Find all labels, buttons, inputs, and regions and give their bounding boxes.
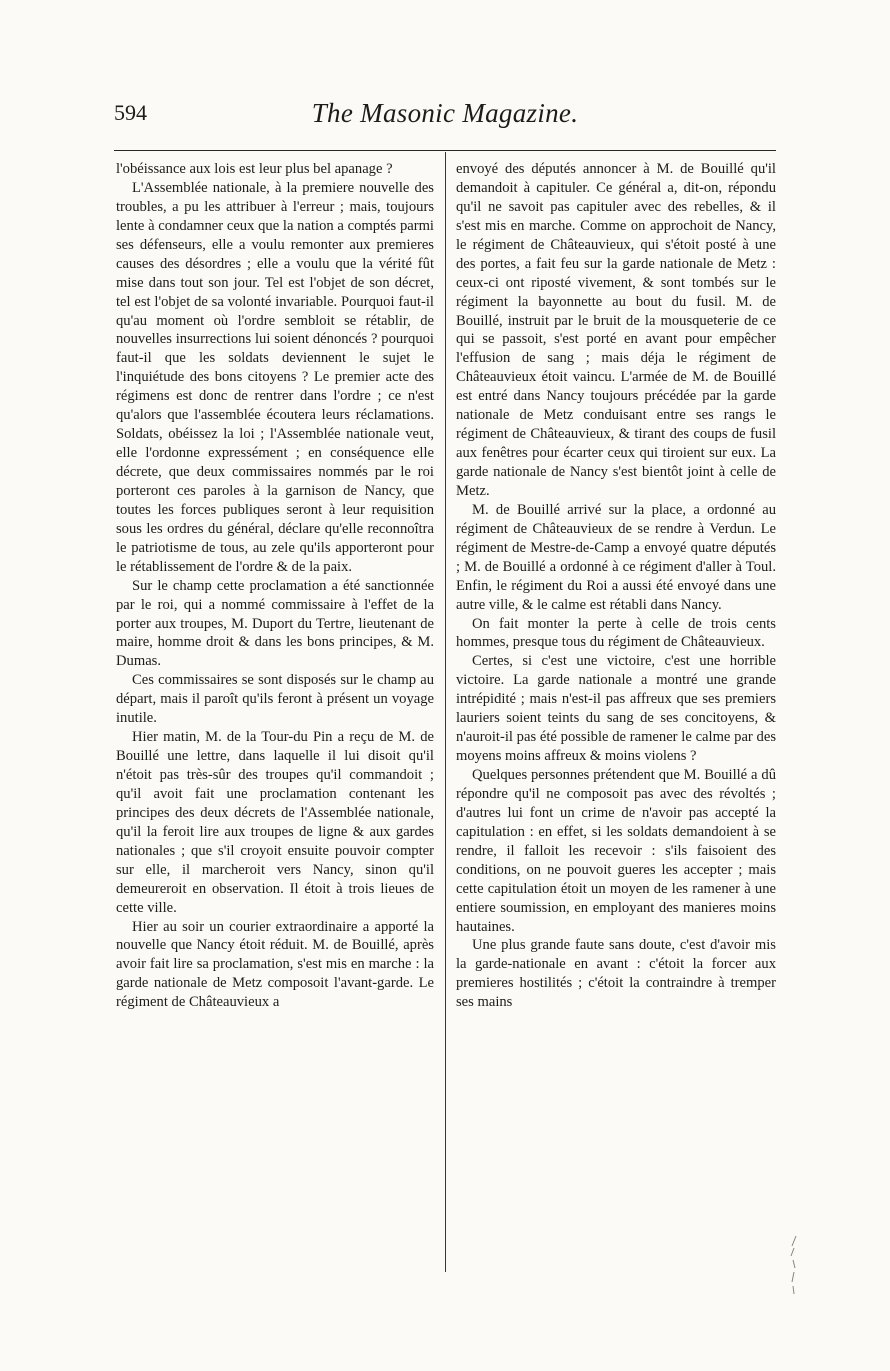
header-rule bbox=[114, 150, 776, 151]
margin-pencil-mark bbox=[786, 1234, 800, 1298]
running-title: The Masonic Magazine. bbox=[311, 98, 579, 128]
paragraph: M. de Bouillé arrivé sur la place, a ordonné au régiment de Châteauvieux de se rendre à Verdun. Le régiment de Mestre-de-Camp a envoyé quatre députés ; M. de Bouillé a ordonné à ce régiment d'aller à Toul. Enfin, le régiment du Roi a aussi été envoyé dans une autre ville, & le calme est rétabli dans Nancy. bbox=[456, 501, 776, 613]
paragraph: L'Assemblée nationale, à la premiere nouvelle des troubles, a pu les attribuer à l'erreur ; mais, toujours lente à condamner ceux que la nation a comptés parmi ses défenseurs, elle a voulu remonter aux premieres causes des désordres ; elle a voulu que la vérité fût mise dans tout son jour. Tel est l'objet de son décret, tel est l'objet de sa volonté invariable. Pourquoi faut-il qu'au moment où l'ordre sembloit se rétablir, de nouvelles insurrections lui soient dénoncés ? pourquoi faut-il que les soldats deviennent le sujet le l'inquiétude des bons citoyens ? Le premier acte des régimens est donc de rentrer dans l'ordre ; ce n'est qu'alors que l'assemblée écoutera leurs réclamations. Soldats, obéissez la loi ; l'Assemblée nationale veut, elle l'ordonne expressément ; en conséquence elle décrete, que deux commissaires nommés par le roi porteront ces paroles à la garnison de Nancy, que toutes les forces publiques seront à leur requisition sous les ordres du général, déclare qu'elle reconnoîtra le patriotisme de tous, au zele qu'ils apporteront pour le rétablissement de l'ordre & de la paix. bbox=[116, 179, 434, 575]
page-header bbox=[114, 98, 776, 134]
paragraph: Ces commissaires se sont disposés sur le champ au départ, mais il paroît qu'ils feront à présent un voyage inutile. bbox=[116, 672, 434, 727]
paragraph: envoyé des députés annoncer à M. de Bouillé qu'il demandoit à capituler. Ce général a, dit-on, répondu qu'il ne savoit pas capituler avec des rebelles, & il s'est mis en marche. Comme on approchoit de Nancy, le régiment de Châteauvieux, qui s'étoit posté à une des portes, a fait feu sur la garde nationale de Metz : ceux-ci ont riposté vivement, & sont tombés sur le régiment la bayonnette au bout du fusil. M. de Bouillé, instruit par le bruit de la mousqueterie de ce qui se passoit, s'est porté en avant pour empêcher l'effusion de sang ; mais déja le régiment de Châteauvieux étoit vaincu. L'armée de M. de Bouillé est entré dans Nancy toujours précédée par la garde nationale de Metz conduisant entre ses rangs le régiment de Châteauvieux, & tirant des coups de fusil aux fenêtres pour écarter ceux qui tiroient sur eux. La garde nationale de Nancy s'est bientôt joint à celle de Metz. bbox=[456, 161, 776, 499]
paragraph: Hier matin, M. de la Tour-du Pin a reçu de M. de Bouillé une lettre, dans laquelle il lui disoit qu'il n'étoit pas très-sûr des troupes qu'il commandoit ; qu'il avoit fait une proclamation contenant les principes des deux décrets de l'Assemblée nationale, qu'il la feroit lire aux troupes de ligne & aux gardes nationales ; que s'il croyoit ensuite pouvoir compter sur elle, il marcheroit vers Nancy, sinon qu'il demeureroit en observation. Il étoit à trois lieues de cette ville. bbox=[116, 729, 434, 916]
paragraph: Une plus grande faute sans doute, c'est d'avoir mis la garde-nationale en avant : c'étoit la forcer aux premieres hostilités ; c'étoit la contraindre à tremper ses mains bbox=[456, 937, 776, 1011]
paragraph: Sur le champ cette proclamation a été sanctionnée par le roi, qui a nommé commissaire à l'effet de la porter aux troupes, M. Duport du Tertre, lieutenant de maire, homme droit & dans les bons principes, & M. Dumas. bbox=[116, 577, 434, 670]
left-column bbox=[116, 160, 434, 1012]
page-number: 594 bbox=[114, 100, 147, 125]
paragraph: l'obéissance aux lois est leur plus bel apanage ? bbox=[116, 161, 393, 177]
paragraph: Hier au soir un courier extraordinaire a apporté la nouvelle que Nancy étoit réduit. M. de Bouillé, après avoir fait lire sa proclamation, s'est mis en marche : la garde nationale de Metz composoit l'avant-garde. Le régiment de Châteauvieux a bbox=[116, 918, 434, 1011]
paragraph: Quelques personnes prétendent que M. Bouillé a dû répondre qu'il ne composoit pas avec des révoltés ; d'autres lui font un crime de n'avoir pas accepté la capitulation : en effet, si les soldats demandoient à se rendre, il falloit les recevoir : s'ils faisoient des conditions, on ne pouvoit gueres les accepter ; mais cette capitulation étoit un moyen de les ramener à une entiere soumission, en employant des manieres moins hautaines. bbox=[456, 767, 776, 935]
paragraph: Certes, si c'est une victoire, c'est une horrible victoire. La garde nationale a montré une grande intrépidité ; mais n'est-il pas affreux que ses premiers lauriers soient teints du sang de ses concitoyens, & n'auroit-il pas été possible de ramener le calme par des moyens moins affreux & moins violens ? bbox=[456, 653, 776, 765]
paragraph: On fait monter la perte à celle de trois cents hommes, presque tous du régiment de Châteauvieux. bbox=[456, 615, 776, 651]
column-divider bbox=[445, 152, 446, 1272]
right-column bbox=[456, 160, 776, 1012]
